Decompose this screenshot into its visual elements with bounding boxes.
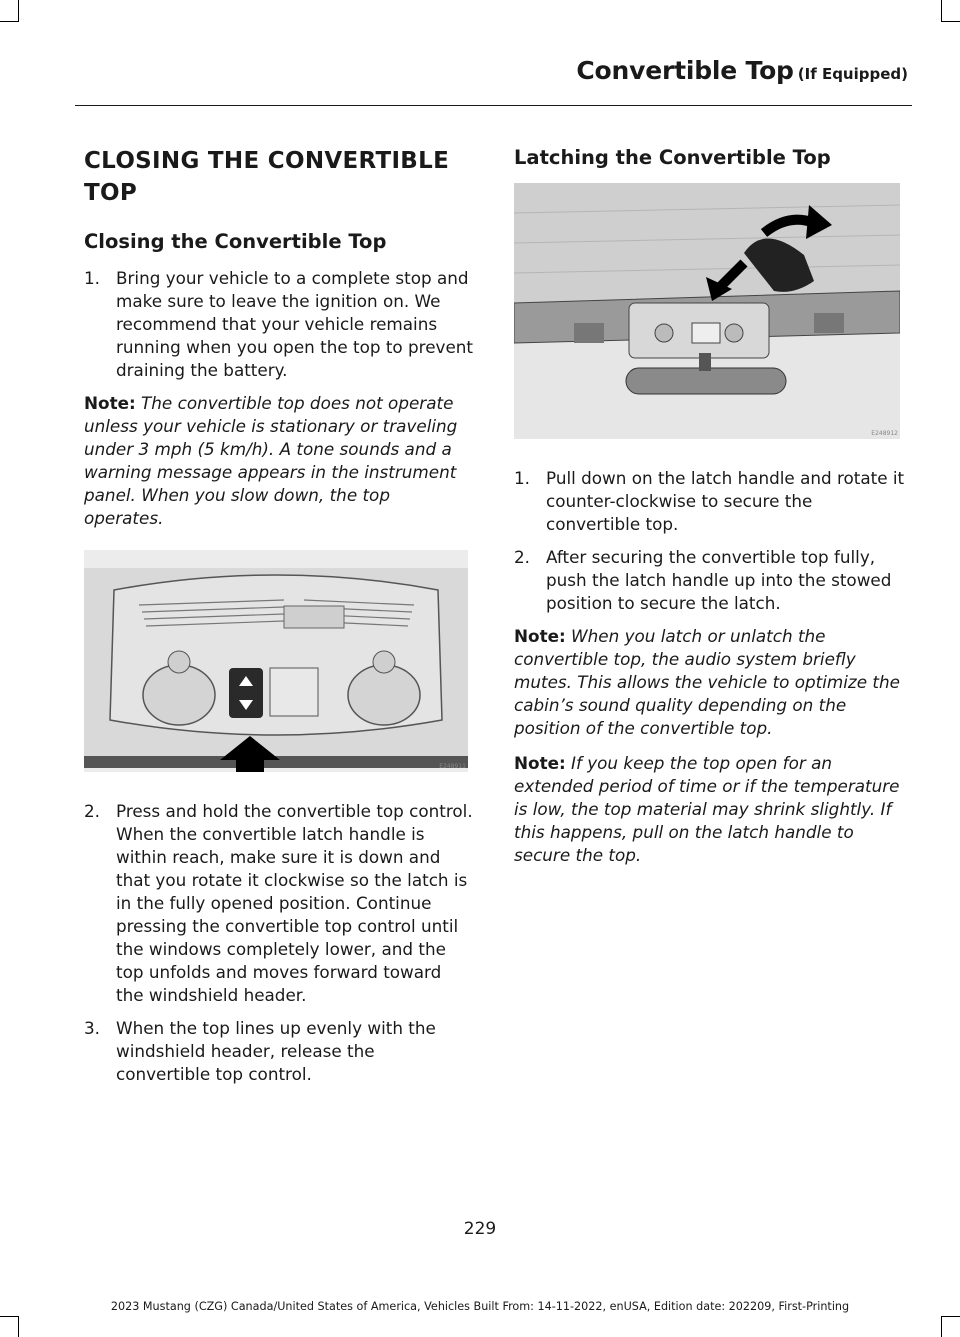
crop-mark xyxy=(0,1316,19,1317)
figure-code: E248911 xyxy=(439,763,466,770)
header-title: Convertible Top xyxy=(576,56,794,85)
note-text: The convertible top does not operate unless your vehicle is stationary or traveling under 3 mph (5 km/h). A tone sounds and a warning message appears in the instrument panel. When you slow down, the top operates. xyxy=(84,393,458,528)
left-column xyxy=(84,145,474,1096)
note-text: When you latch or unlatch the convertible top, the audio system briefly mutes. This allows the vehicle to optimize the cabin’s sound quality depending on the position of the convertible top. xyxy=(514,626,900,738)
overhead-console-illustration xyxy=(84,550,468,772)
note-lead: Note: xyxy=(514,626,566,646)
step-number: 2. xyxy=(514,547,531,567)
subheading-latching: Latching the Convertible Top xyxy=(514,146,831,169)
step-number: 2. xyxy=(84,801,101,821)
list-item xyxy=(84,800,474,1007)
latch-handle-figure xyxy=(514,183,900,439)
list-item xyxy=(514,546,908,615)
step-text: Press and hold the convertible top control. When the convertible latch handle is within reach, make sure it is down and that you rotate it clockwise so the latch is in the fully opened position. Continue pressing the convertible top control until the windows completely lower, and the top unfolds and moves forward toward the windshield header. xyxy=(116,801,473,1005)
note-text: If you keep the top open for an extended period of time or if the temperature is low, the top material may shrink slightly. If this happens, pull on the latch handle to secure the top. xyxy=(514,753,900,865)
step-text: When the top lines up evenly with the windshield header, release the convertible top control. xyxy=(116,1018,436,1084)
header-rule xyxy=(75,105,912,106)
step-text: Bring your vehicle to a complete stop and make sure to leave the ignition on. We recommend that your vehicle remains running when you open the top to prevent draining the battery. xyxy=(116,268,473,380)
note-lead: Note: xyxy=(84,393,136,413)
page-footer: 2023 Mustang (CZG) Canada/United States of America, Vehicles Built From: 14-11-2022, enUSA, Edition date: 202209, First-Printing xyxy=(110,1300,850,1313)
steps-list-closing-b xyxy=(84,800,474,1086)
crop-mark xyxy=(0,21,19,22)
section-heading: CLOSING THE CONVERTIBLE TOP xyxy=(84,148,450,206)
steps-list-closing-a xyxy=(84,267,474,382)
crop-mark xyxy=(941,21,960,22)
list-item xyxy=(514,467,908,536)
step-text: After securing the convertible top fully, push the latch handle up into the stowed position to secure the latch. xyxy=(546,547,892,613)
right-column xyxy=(514,145,908,879)
crop-mark xyxy=(941,1316,942,1337)
steps-list-latching xyxy=(514,467,908,615)
crop-mark xyxy=(941,1316,960,1317)
note xyxy=(514,625,908,740)
crop-mark xyxy=(941,0,942,22)
step-text: Pull down on the latch handle and rotate it counter-clockwise to secure the convertible top. xyxy=(546,468,905,534)
note xyxy=(514,752,908,867)
subheading-closing: Closing the Convertible Top xyxy=(84,230,387,253)
page-number: 229 xyxy=(463,1219,497,1239)
list-item xyxy=(84,267,474,382)
note-lead: Note: xyxy=(514,753,566,773)
list-item xyxy=(84,1017,474,1086)
step-number: 1. xyxy=(514,468,531,488)
step-number: 1. xyxy=(84,268,101,288)
header-suffix: (If Equipped) xyxy=(797,65,908,83)
note xyxy=(84,392,474,530)
crop-mark xyxy=(18,1316,19,1337)
figure-code: E248912 xyxy=(871,430,898,437)
latch-handle-illustration xyxy=(514,183,900,439)
page-header xyxy=(576,56,908,85)
crop-mark xyxy=(18,0,19,22)
overhead-console-figure xyxy=(84,550,468,772)
step-number: 3. xyxy=(84,1018,101,1038)
